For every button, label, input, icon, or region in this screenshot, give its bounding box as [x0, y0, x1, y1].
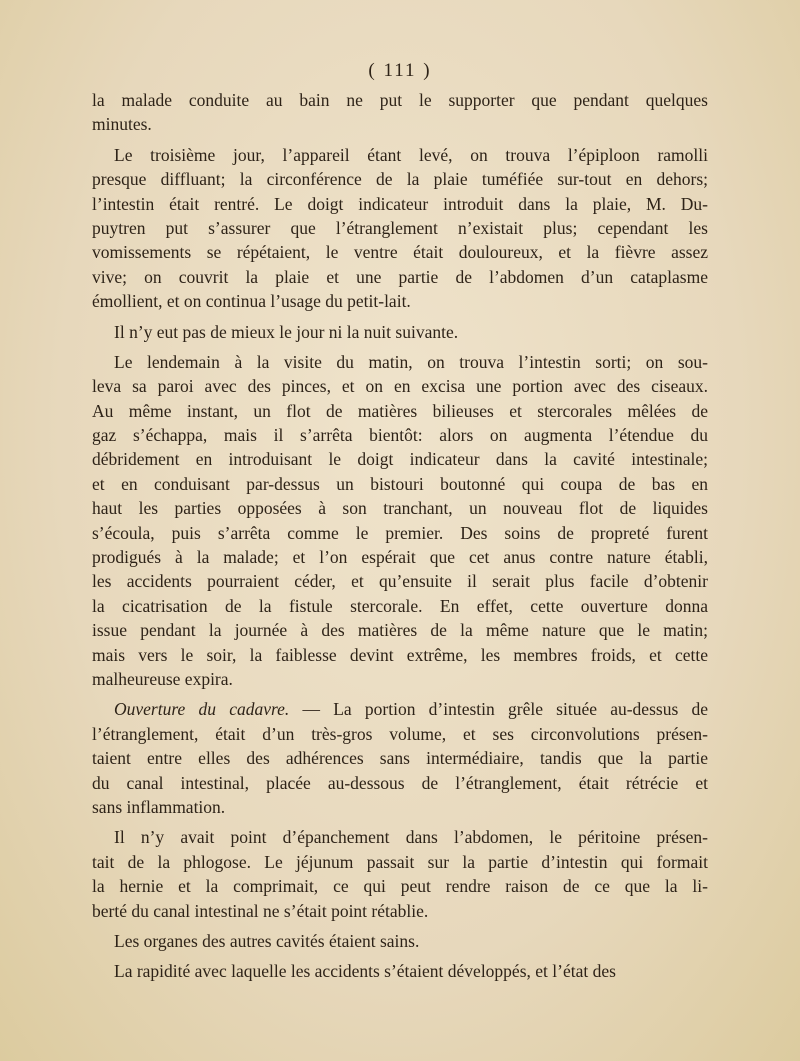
text-line: la cicatrisation de la fistule stercorale. En effet, cette ouverture donna [92, 595, 708, 616]
text-line: issue pendant la journée à des matières de la même nature que le matin; [92, 620, 708, 641]
text-line: minutes. [92, 114, 152, 135]
body-text [92, 88, 708, 984]
text-line: vomissements se répétaient, le ventre était douloureux, et la fièvre assez [92, 242, 708, 263]
text-line: mais vers le soir, la faiblesse devint extrême, les membres froids, et cette [92, 644, 708, 665]
page-number: ( 111 ) [368, 60, 432, 81]
text-line: puytren put s’assurer que l’étranglement n’existait plus; cependant les [92, 217, 708, 238]
text-line: Le troisième jour, l’appareil étant levé, on trouva l’épiploon ramolli [114, 144, 708, 165]
paragraph [92, 350, 708, 691]
text-line: Les organes des autres cavités étaient sains. [114, 930, 420, 951]
text-line: du canal intestinal, placée au-dessous de l’étranglement, était rétrécie et [92, 772, 708, 793]
paragraph [92, 320, 708, 344]
text-line: émollient, et on continua l’usage du petit-lait. [92, 291, 411, 312]
paragraph [92, 143, 708, 314]
text-line: prodigués à la malade; et l’on espérait que cet anus contre nature établi, [92, 547, 708, 568]
paragraph [92, 697, 708, 819]
paragraph [92, 959, 708, 983]
text-line: s’écoula, puis s’arrêta comme le premier. Des soins de propreté furent [92, 522, 708, 543]
text-line: tait de la phlogose. Le jéjunum passait sur la partie d’intestin qui formait [92, 851, 708, 872]
paragraph [92, 825, 708, 923]
text-line: sans inflammation. [92, 796, 226, 817]
text-line: l’intestin était rentré. Le doigt indicateur introduit dans la plaie, M. Du- [92, 193, 708, 214]
text-line: taient entre elles des adhérences sans intermédiaire, tandis que la partie [92, 748, 708, 769]
text-line: et en conduisant par-dessus un bistouri boutonné qui coupa de bas en [92, 473, 708, 494]
text-line: les accidents pourraient céder, et qu’ensuite il serait plus facile d’obtenir [92, 571, 708, 592]
text-line: Le lendemain à la visite du matin, on trouva l’intestin sorti; on sou- [114, 351, 708, 372]
text-line: berté du canal intestinal ne s’était point rétablie. [92, 900, 429, 921]
paragraph [92, 929, 708, 953]
text-line: vive; on couvrit la plaie et une partie de l’abdomen d’un cataplasme [92, 266, 708, 287]
text-line: la malade conduite au bain ne put le supporter que pendant quelques [92, 90, 708, 110]
text-line-rest: — La portion d’intestin grêle située au-dessus de [289, 699, 708, 720]
text-line: presque diffluant; la circonférence de la plaie tuméfiée sur-tout en dehors; [92, 169, 708, 190]
text-line: débridement en introduisant le doigt indicateur dans la cavité intestinale; [92, 449, 708, 470]
paragraph [92, 88, 708, 137]
text-line: Il n’y eut pas de mieux le jour ni la nuit suivante. [114, 321, 459, 342]
text-line: Au même instant, un flot de matières bilieuses et stercorales mêlées de [92, 400, 708, 421]
text-line: malheureuse expira. [92, 668, 233, 689]
italic-heading: Ouverture du cadavre. [114, 699, 290, 720]
text-line: La rapidité avec laquelle les accidents s’étaient développés, et l’état des [114, 961, 616, 982]
text-line: la hernie et la comprimait, ce qui peut rendre raison de ce que la li- [92, 876, 708, 897]
text-line: leva sa paroi avec des pinces, et on en excisa une portion avec des ciseaux. [92, 376, 708, 397]
text-line: gaz s’échappa, mais il s’arrêta bientôt: alors on augmenta l’étendue du [92, 425, 708, 446]
text-line: l’étranglement, était d’un très-gros volume, et ses circonvolutions présen- [92, 723, 708, 744]
text-line [92, 697, 708, 721]
text-line: Il n’y avait point d’épanchement dans l’abdomen, le péritoine présen- [114, 827, 708, 848]
text-line: haut les parties opposées à son tranchant, un nouveau flot de liquides [92, 498, 708, 519]
